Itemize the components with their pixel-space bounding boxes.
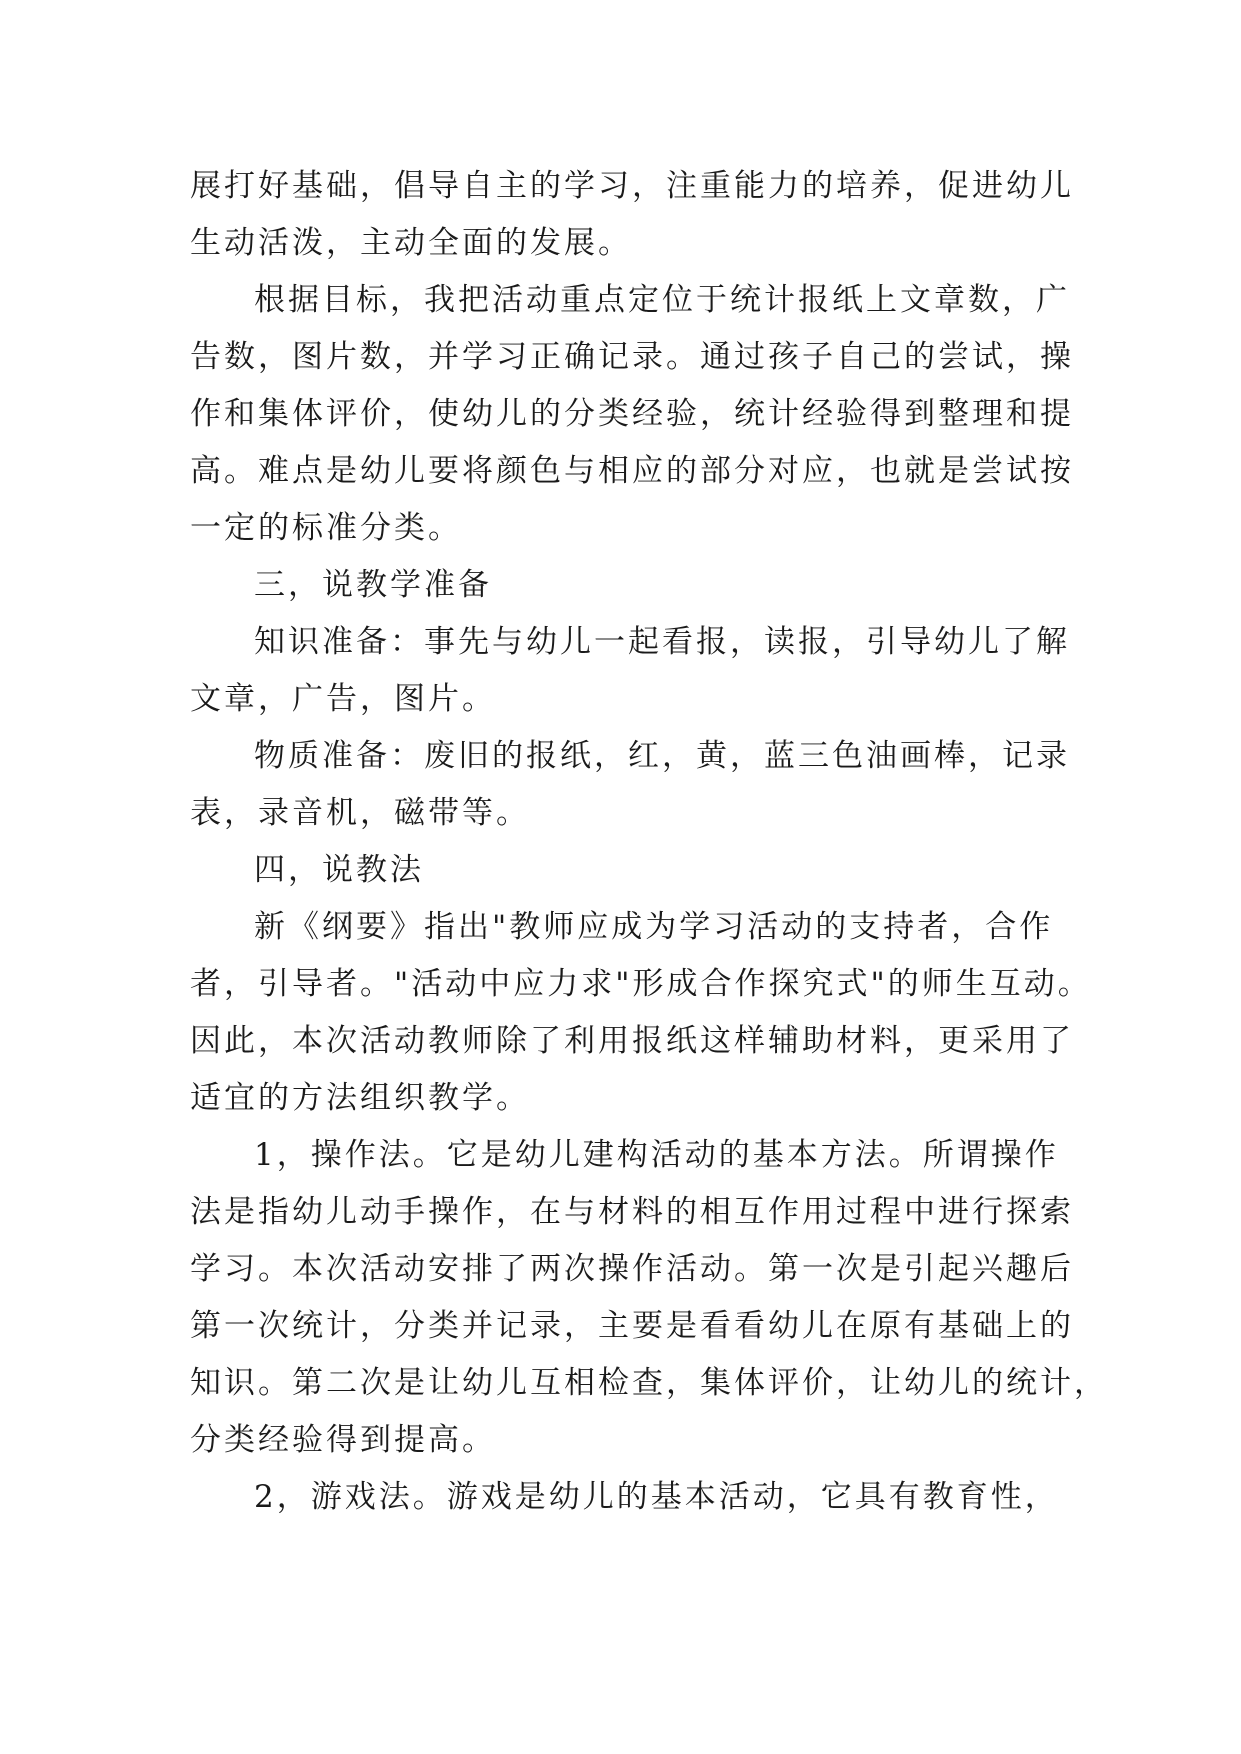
- paragraph-start-line: 物质准备：废旧的报纸，红，黄，蓝三色油画棒，记录: [254, 738, 1070, 774]
- text-line: 学习。本次活动安排了两次操作活动。第一次是引起兴趣后: [190, 1251, 1074, 1287]
- text-line: 表，录音机，磁带等。: [190, 795, 530, 831]
- section-heading: 三，说教学准备: [254, 567, 492, 603]
- text-line: 一定的标准分类。: [190, 510, 462, 546]
- paragraph-start-line: 2，游戏法。游戏是幼儿的基本活动，它具有教育性，: [254, 1479, 1059, 1515]
- text-line: 分类经验得到提高。: [190, 1422, 496, 1458]
- text-line: 适宜的方法组织教学。: [190, 1080, 530, 1116]
- text-line: 高。难点是幼儿要将颜色与相应的部分对应，也就是尝试按: [190, 453, 1074, 489]
- paragraph-start-line: 1，操作法。它是幼儿建构活动的基本方法。所谓操作: [254, 1137, 1059, 1173]
- text-line: 生动活泼，主动全面的发展。: [190, 225, 632, 261]
- paragraph-start-line: 知识准备：事先与幼儿一起看报，读报，引导幼儿了解: [254, 624, 1070, 660]
- section-heading: 四，说教法: [254, 852, 424, 888]
- paragraph-start-line: 新《纲要》指出"教师应成为学习活动的支持者，合作: [254, 909, 1054, 945]
- text-line: 作和集体评价，使幼儿的分类经验，统计经验得到整理和提: [190, 396, 1074, 432]
- text-line: 者，引导者。"活动中应力求"形成合作探究式"的师生互动。: [190, 966, 1092, 1002]
- text-line: 告数，图片数，并学习正确记录。通过孩子自己的尝试，操: [190, 339, 1074, 375]
- text-line: 知识。第二次是让幼儿互相检查，集体评价，让幼儿的统计，: [190, 1365, 1108, 1401]
- text-line: 文章，广告，图片。: [190, 681, 496, 717]
- text-line: 第一次统计，分类并记录，主要是看看幼儿在原有基础上的: [190, 1308, 1074, 1344]
- text-line: 法是指幼儿动手操作，在与材料的相互作用过程中进行探索: [190, 1194, 1074, 1230]
- body-text: [190, 158, 1108, 1526]
- text-line: 因此，本次活动教师除了利用报纸这样辅助材料，更采用了: [190, 1023, 1074, 1059]
- paragraph-start-line: 根据目标，我把活动重点定位于统计报纸上文章数，广: [254, 282, 1070, 318]
- text-line: 展打好基础，倡导自主的学习，注重能力的培养，促进幼儿: [190, 168, 1074, 204]
